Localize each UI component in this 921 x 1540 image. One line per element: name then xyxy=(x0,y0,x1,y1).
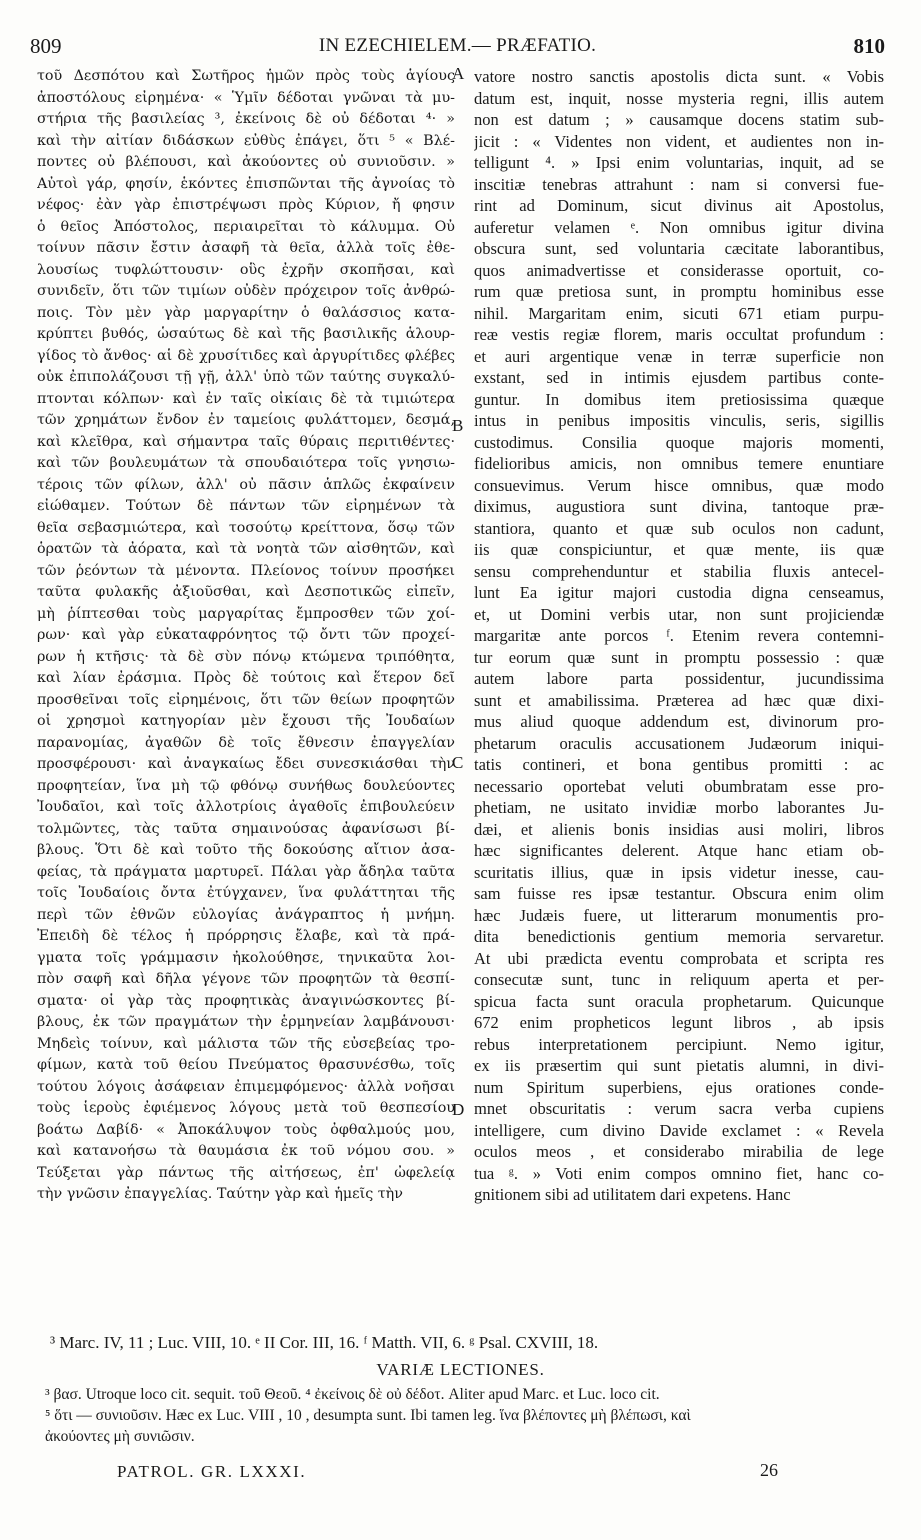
section-marker: C xyxy=(452,753,464,772)
greek-text-line: καὶ λίαν ἐράσμια. Πρὸς δὲ τούτοις καὶ ἕτερον δεῖ xyxy=(37,670,455,686)
section-marker: B xyxy=(452,416,464,435)
latin-text-line: rebus interpretationem percipiunt. Nemo igitur, xyxy=(474,1034,884,1054)
greek-text-line: τῶν ῥεόντων τὰ μένοντα. Πλείονος τοίνυν προσήκει xyxy=(37,562,455,579)
latin-text-line: consecutæ sunt, tunc in reliquum aperta et per- xyxy=(474,970,884,989)
latin-text-line: intus in penibus impositis vinculis, seris, sigillis xyxy=(474,411,884,430)
footnote-line: ³ Marc. IV, 11 ; Luc. VIII, 10. ᵉ II Cor. III, 16. ᶠ Matth. VII, 6. ᵍ Psal. CXVIII, 18. xyxy=(50,1333,599,1352)
greek-text-line: τολμῶντες, τὰς ταῦτα σημαινούσας ἀφανίσωσι βί- xyxy=(37,820,455,837)
greek-text-line: κρύπτει βυθός, ὡσαύτως δὲ καὶ τῆς βασιλικῆς ἁλουρ- xyxy=(37,326,455,342)
latin-text-line: vatore nostro sanctis apostolis dicta sunt. « Vobis xyxy=(474,67,884,86)
greek-text-line: ταῦτα φυλακῆς ἀξιοῦσθαι, καὶ Δεσποτικῶς εἰπεῖν, xyxy=(37,584,455,600)
greek-text-line: προφητείαν, ἵνα μὴ τῷ φθόνῳ συνήθως δουλεύοντες xyxy=(37,777,455,794)
latin-text-line: obscura sunt, sed voluntaria cæcitate laborantibus, xyxy=(474,239,884,258)
greek-text-line: τὴν γνῶσιν ἐπαγγελίας. Ταύτην γὰρ καὶ ἡμεῖς τὴν xyxy=(37,1186,403,1202)
section-marker: A xyxy=(452,64,465,83)
latin-text-line: et, ut Domini verbis utar, non sunt projiciendæ xyxy=(474,604,884,624)
latin-text-line: inscitiæ tenebras attrahunt : nam si conversi fue- xyxy=(474,174,884,194)
patrologia-signature: PATROL. GR. LXXXI. xyxy=(117,1462,307,1481)
latin-text-line: margaritæ ante porcos ᶠ. Etenim revera contemni- xyxy=(474,626,884,645)
latin-text-line: tua ᵍ. » Voti enim compos omnino fiet, hanc co- xyxy=(474,1163,884,1183)
latin-text-line: mnet obscuritatis : verum sacra verba cupiens xyxy=(474,1099,884,1118)
latin-text-line: ex iis præsertim qui sunt pietatis alumni, in divi- xyxy=(474,1056,884,1075)
latin-text-line: custodimus. Consilia quoque majoris momenti, xyxy=(474,432,884,452)
latin-text-line: hæc Judæis fuere, ut litterarum monumentis pro- xyxy=(474,905,884,925)
latin-text-line: telligunt ⁴. » Ipsi enim voluntarias, inquit, ad se xyxy=(474,153,884,172)
greek-text-line: τούτου λόγοις ἀσάφειαν ἐπιμεμφόμενος· ἀλλὰ νοῆσαι xyxy=(37,1078,455,1095)
greek-text-line: βλους. Ὅτι δὲ καὶ τοῦτο τῆς δοκούσης αἴτιον ἀσα- xyxy=(37,842,455,858)
latin-text-line: guntur. In domibus item pretiosissima quæque xyxy=(474,389,884,409)
greek-text-line: καὶ τὴν αἰτίαν διδάσκων εὐθὺς ἐπάγει, ὅτι ⁵ « Βλέ- xyxy=(37,132,455,149)
greek-text-line: ποντες οὐ βλέπουσι, καὶ ἀκούοντες οὐ συνιοῦσιν. » xyxy=(37,154,455,170)
signature-number: 26 xyxy=(760,1460,778,1480)
greek-text-line: τοῖς Ἰουδαίοις ὄντα ἐτύγχανεν, ἵνα φυλάττηται τῆς xyxy=(37,885,455,901)
latin-text-line: spicua facta sunt oracula prophetarum. Quicunque xyxy=(474,991,884,1011)
greek-text-line: ὁρατῶν τὰ ἀόρατα, καὶ τὰ νοητὰ τῶν αἰσθητῶν, καὶ xyxy=(37,541,455,557)
greek-text-line: Ἐπειδὴ δὲ τέλος ἡ πρόρρησις ἔλαβε, καὶ τὰ πρά- xyxy=(37,928,455,944)
greek-text-line: τέροις τῶν φίλων, ἀλλ' οὐ πᾶσιν ἁπλῶς ἐκφαίνειν xyxy=(37,476,455,493)
latin-text-line: rum quæ pretiosa sunt, in promptu hominibus esse xyxy=(474,282,884,301)
greek-text-line: ποις. Τὸν μὲν γὰρ μαργαρίτην ὁ θαλάσσιος κατα- xyxy=(37,304,455,321)
variae-lectiones-line: ⁵ ὅτι — συνιοῦσιν. Hæc ex Luc. VIII , 10 , desumpta sunt. Ibi tamen leg. ἵνα βλέποντες μὴ βλέπωσι, καὶ xyxy=(45,1407,691,1424)
greek-column xyxy=(37,66,455,1206)
greek-text-line: συνιδεῖν, ὅτι τῶν τιμίων οὐδὲν πρόχειρον τοῖς ἀνθρώ- xyxy=(37,283,455,299)
greek-text-line: βοάτω Δαβίδ· « Ἀποκάλυψον τοὺς ὀφθαλμούς μου, xyxy=(37,1121,455,1138)
latin-text-line: jicit : « Videntes non vident, et audientes non in- xyxy=(474,131,884,151)
running-title: IN EZECHIELEM.— PRÆFATIO. xyxy=(318,35,597,56)
latin-text-line: necessario oportebat veluti obumbratam esse pro- xyxy=(474,776,884,796)
variae-lectiones-line: ἀκούοντες μὴ συνιῶσιν. xyxy=(45,1428,195,1445)
greek-text-line: σματα· οἱ γὰρ τὰς προφητικὰς ἀναγινώσκοντες βί- xyxy=(37,992,455,1009)
section-marker: D xyxy=(452,1100,465,1119)
running-header xyxy=(30,34,885,56)
latin-text-line: At ubi prædicta eventu comprobata et scripta res xyxy=(474,948,884,968)
latin-text-line: et auri argentique venæ in terræ superficie non xyxy=(474,346,884,366)
greek-text-line: Αὐτοὶ γάρ, φησίν, ἑκόντες ἐπισπῶνται τῆς ἀγνοίας τὸ xyxy=(37,175,455,192)
greek-text-line: παρανομίας, ἀγαθῶν δὲ τοῖς ἔθνεσιν ἐπαγγελίαν xyxy=(37,734,455,751)
greek-text-line: τοίνυν πᾶσιν ἔστιν ἀσαφῆ τὰ θεῖα, ἀλλὰ τοῖς ἐθε- xyxy=(37,240,455,256)
latin-text-line: 672 enim propheticos legunt libros , ab ipsis xyxy=(474,1013,884,1032)
latin-text-line: fidelioribus amicis, non omnibus temere enuntiare xyxy=(474,454,884,473)
greek-text-line: προσφέρουσι· καὶ ἀναγκαίως ἔδει συνεσκιάσθαι τὴν xyxy=(37,756,455,772)
greek-text-line: Ἰουδαῖοι, καὶ τοῖς ἀλλοτρίοις ἀγαθοῖς ἐπιβουλεύειν xyxy=(37,799,455,815)
latin-text-line: rint ad Dominum, sicut divinus ait Apostolus, xyxy=(474,196,884,215)
latin-text-line: diximus, augustiora sunt divina, tantoque præ- xyxy=(474,497,884,516)
latin-column xyxy=(474,66,884,1206)
variae-lectiones-title: VARIÆ LECTIONES. xyxy=(376,1360,545,1379)
greek-text-line: γίδος τὸ ἄνθος· αἱ δὲ χρυσίτιδες καὶ ἀργυρίτιδες φλέβες xyxy=(37,347,455,364)
latin-text-line: dita benedictionis gentium memoria servaretur. xyxy=(474,927,884,946)
latin-text-line: tatis contineri, et bona gentibus promitti : ac xyxy=(474,755,884,774)
greek-text-line: Τεύξεται γὰρ πάντως τῆς αἰτήσεως, ἐπ' ὠφελείᾳ xyxy=(37,1164,455,1181)
latin-text-line: datum est, inquit, nosse mysteria regni, illis autem xyxy=(474,88,884,108)
greek-text-line: νέφος· ἐὰν γὰρ ἐπιστρέψωσι πρὸς Κύριον, ἤ φησιν xyxy=(37,197,455,213)
greek-text-line: ἀποστόλους εἰρημένα· « Ὑμῖν δέδοται γνῶναι τὰ μυ- xyxy=(37,89,455,106)
latin-text-line: reæ vestis regiæ florem, maris occultat profundum : xyxy=(474,325,884,344)
greek-text-line: καὶ κλεῖθρα, καὶ σήμαντρα ταῖς θύραις περιτιθέντες· xyxy=(37,433,455,450)
greek-text-line: στήρια τῆς βασιλείας ³, ἐκείνοις δὲ οὐ δέδοται ⁴· » xyxy=(37,111,455,127)
latin-text-line: sam fuisse res ipsæ testantur. Obscura enim olim xyxy=(474,884,884,903)
greek-text-line: θεῖα σεβασμιώτερα, καὶ τοσούτῳ κρείττονα, ὅσῳ τῶν xyxy=(37,519,455,536)
greek-text-line: πὸν σαφῆ καὶ δῆλα γέγονε τῶν προφητῶν τὰ θεσπί- xyxy=(37,971,455,987)
greek-text-line: πτονται κόλπων· καὶ ἐν ταῖς οἰκίαις δὲ τὰ τιμιώτερα xyxy=(37,390,455,407)
greek-text-line: οἱ χρησμοὶ κατηγορίαν μὲν ἔχουσι τῆς Ἰουδαίων xyxy=(37,713,455,729)
greek-text-line: Μηδεὶς τοίνυν, καὶ μάλιστα τῶν τῆς εὐσεβείας τρο- xyxy=(37,1035,455,1052)
greek-text-line: τοῦ Δεσπότου καὶ Σωτῆρος ἡμῶν πρὸς τοὺς ἁγίους xyxy=(37,68,455,84)
latin-text-line: iis quæ conspiciuntur, et quæ mente, iis quæ xyxy=(474,540,884,559)
variae-lectiones xyxy=(45,1384,880,1447)
latin-text-line: intelligere, cum divino Davide exclamet : « Revela xyxy=(474,1120,884,1140)
latin-text-line: stantiora, quanto et quæ sub oculos non cadunt, xyxy=(474,518,884,538)
latin-text-line: nihil. Margaritam enim, sicuti 671 etiam purpu- xyxy=(474,303,884,323)
latin-text-line: mus aliud quoque addendum est, divinorum pro- xyxy=(474,712,884,731)
latin-text-line: num Spiritum superbiens, ejus orationes conde- xyxy=(474,1077,884,1097)
greek-text-line: φείας, τὰ πράγματα μαρτυρεῖ. Πάλαι γὰρ ἄδηλα ταῦτα xyxy=(37,863,455,880)
latin-text-line: exstant, sed in intimis ejusdem partibus conte- xyxy=(474,368,884,387)
latin-text-line: quos animadvertisse et considerasse oportuit, co- xyxy=(474,260,884,280)
page-number-left: 809 xyxy=(30,34,62,58)
latin-text-line: scuritatis illius, quæ in ipsis videtur inesse, cau- xyxy=(474,862,884,882)
greek-text-line: βλους, ἐκ τῶν πραγμάτων τὴν ἑρμηνείαν λαμβάνουσι· xyxy=(37,1014,455,1030)
greek-text-line: ὁ θεῖος Ἀπόστολος, περιαιρεῖται τὸ κάλυμμα. Οὐ xyxy=(37,218,455,235)
greek-text-line: γματα τοῖς γράμμασιν ἠκολούθησε, τηνικαῦτα λοι- xyxy=(37,949,455,966)
latin-text-line: sensu comprehenduntur et stabilia fluxis antecel- xyxy=(474,561,884,581)
variae-lectiones-line: ³ βασ. Utroque loco cit. sequit. τοῦ Θεοῦ. ⁴ ἐκείνοις δὲ οὐ δέδοτ. Aliter apud Marc. et Luc. loco cit. xyxy=(45,1386,660,1403)
latin-text-line: phetarum oraculis accusationem Judæorum iniqui- xyxy=(474,733,884,753)
latin-text-line: phetiam, ne usitato invidiæ morbo laborantes Ju- xyxy=(474,798,884,817)
greek-text-line: εἰώθαμεν. Τούτων δὲ πάντων τῶν εἰρημένων τὰ xyxy=(37,498,455,514)
latin-text-line: hæc significantes delerent. Atque hanc etiam ob- xyxy=(474,841,884,860)
greek-text-line: προσθεῖναι τοῖς εἰρημένοις, ὅτι τῶν θείων προφητῶν xyxy=(37,691,455,708)
greek-text-line: οὐκ ἐπιπολάζουσι τῇ γῇ, ἀλλ' ὑπὸ τῶν ταύτης συγκαλύ- xyxy=(37,369,455,385)
latin-text-line: autem labore parta possidentur, jucundissima xyxy=(474,669,884,688)
greek-text-line: ρων ἡ κτῆσις· τὰ δὲ σὺν πόνῳ κτώμενα τριπόθητα, xyxy=(37,648,455,665)
greek-text-line: τοὺς ἱεροὺς ἐφιέμενος λόγους μετὰ τοῦ θεσπεσίου xyxy=(37,1100,455,1116)
latin-text-line: gnitionem sibi ad utilitatem dari expetens. Hanc xyxy=(474,1185,791,1204)
latin-text-line: consuevimus. Verum hisce omnibus, quæ modo xyxy=(474,475,884,495)
greek-text-line: καὶ κατανοήσω τὰ θαυμάσια ἐκ τοῦ νόμου σου. » xyxy=(37,1143,455,1159)
greek-text-line: ρων· καὶ γὰρ εὐκαταφρόνητος τῷ ὄντι τῶν προχεί- xyxy=(37,627,455,643)
greek-text-line: καὶ τῶν βουλευμάτων τὰ σπουδαιότερα τοῖς γνησιω- xyxy=(37,455,455,471)
greek-text-line: φίμων, κατὰ τοῦ θείου Πνεύματος θρασυνέσθω, τοῖς xyxy=(37,1057,455,1073)
greek-text-line: μὴ ῥίπτεσθαι τοὺς μαργαρίτας ἔμπροσθεν τῶν χοί- xyxy=(37,605,455,622)
latin-text-line: oculos meos , et considerabo mirabilia de lege xyxy=(474,1142,884,1161)
latin-text-line: auferetur velamen ᵉ. Non omnibus igitur divina xyxy=(474,217,884,237)
greek-text-line: περὶ τῶν ἐθνῶν εὐλογίας ἀνάγραπτος ἡ μνήμη. xyxy=(37,906,455,923)
latin-text-line: tur eorum quæ sunt in promptu possessio : quæ xyxy=(474,647,884,667)
latin-text-line: non est datum ; » causamque docens statim sub- xyxy=(474,110,884,129)
page-number-right: 810 xyxy=(853,34,885,58)
latin-text-line: sunt et amabilissima. Præterea ad hæc quæ dixi- xyxy=(474,690,884,710)
greek-text-line: λουσίως τυφλώττουσιν· οὓς ἐχρῆν σκοπῆσαι, καὶ xyxy=(37,261,455,278)
greek-text-line: τῶν χρημάτων ἔνδον ἐν ταμείοις φυλάττομεν, δεσμά, xyxy=(37,412,455,428)
latin-text-line: dæi, et alienis bonis insidias ausi moliri, libros xyxy=(474,819,884,839)
latin-text-line: lunt Ea igitur majori custodia digna censeamus, xyxy=(474,583,884,602)
